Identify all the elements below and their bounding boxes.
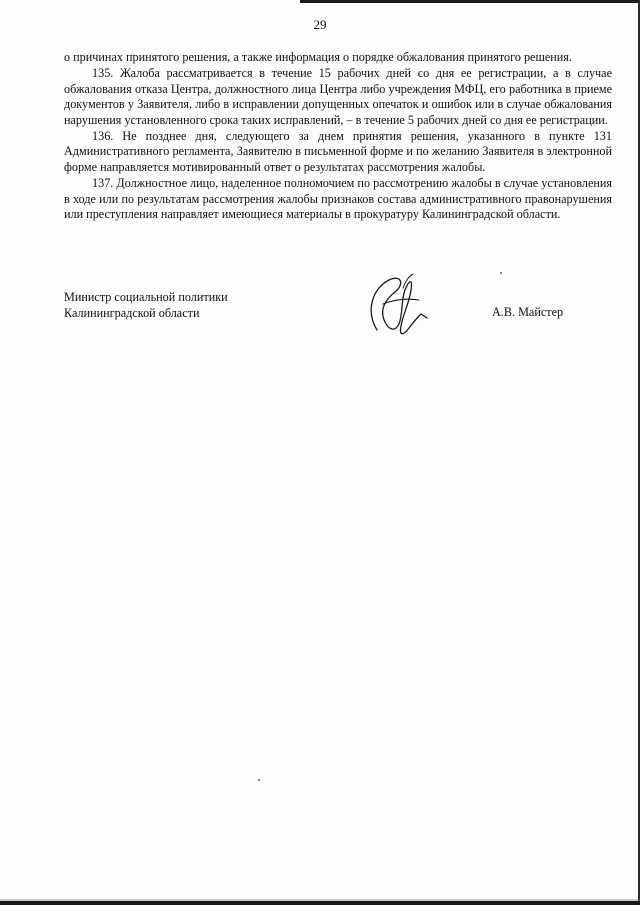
signatory-position [64, 289, 228, 321]
signatory-position-line-1: Министр социальной политики [64, 290, 228, 304]
handwritten-signature [355, 270, 435, 345]
page-number: 29 [313, 17, 327, 32]
scan-speck [500, 272, 502, 274]
signatory-position-line-2: Калининградской области [64, 306, 200, 320]
paragraph-136: 136. Не позднее дня, следующего за днем принятия решения, указанного в пункте 131 Административного регламента, Заявителю в письменной форме и по желанию Заявителя в электронной форме направляется мотивированный ответ о результатах рассмотрения жалобы. [64, 129, 612, 174]
document-body [64, 50, 612, 223]
signatory-name: А.В. Майстер [492, 305, 564, 319]
scan-speck [258, 779, 260, 781]
paragraph-137: 137. Должностное лицо, наделенное полномочием по рассмотрению жалобы в случае установления в ходе или по результатам рассмотрения жалобы признаков состава административного правонарушения или преступления направляет имеющиеся материалы в прокуратуру Калининградской области. [64, 176, 612, 222]
scan-top-edge [300, 0, 640, 3]
scan-bottom-edge [0, 901, 640, 905]
paragraph-continuation: о причинах принятого решения, а также информация о порядке обжалования принятого решения. [64, 50, 572, 64]
paragraph-135: 135. Жалоба рассматривается в течение 15 рабочих дней со дня ее регистрации, а в случае обжалования отказа Центра, должностного лица Центра либо учреждения МФЦ, его работника в приеме документов у Заявителя, либо в исправлении допущенных опечаток и ошибок или в случае обжалования нарушения установленного срока таких исправлений, – в течение 5 рабочих дней со дня ее регистрации. [64, 66, 612, 127]
